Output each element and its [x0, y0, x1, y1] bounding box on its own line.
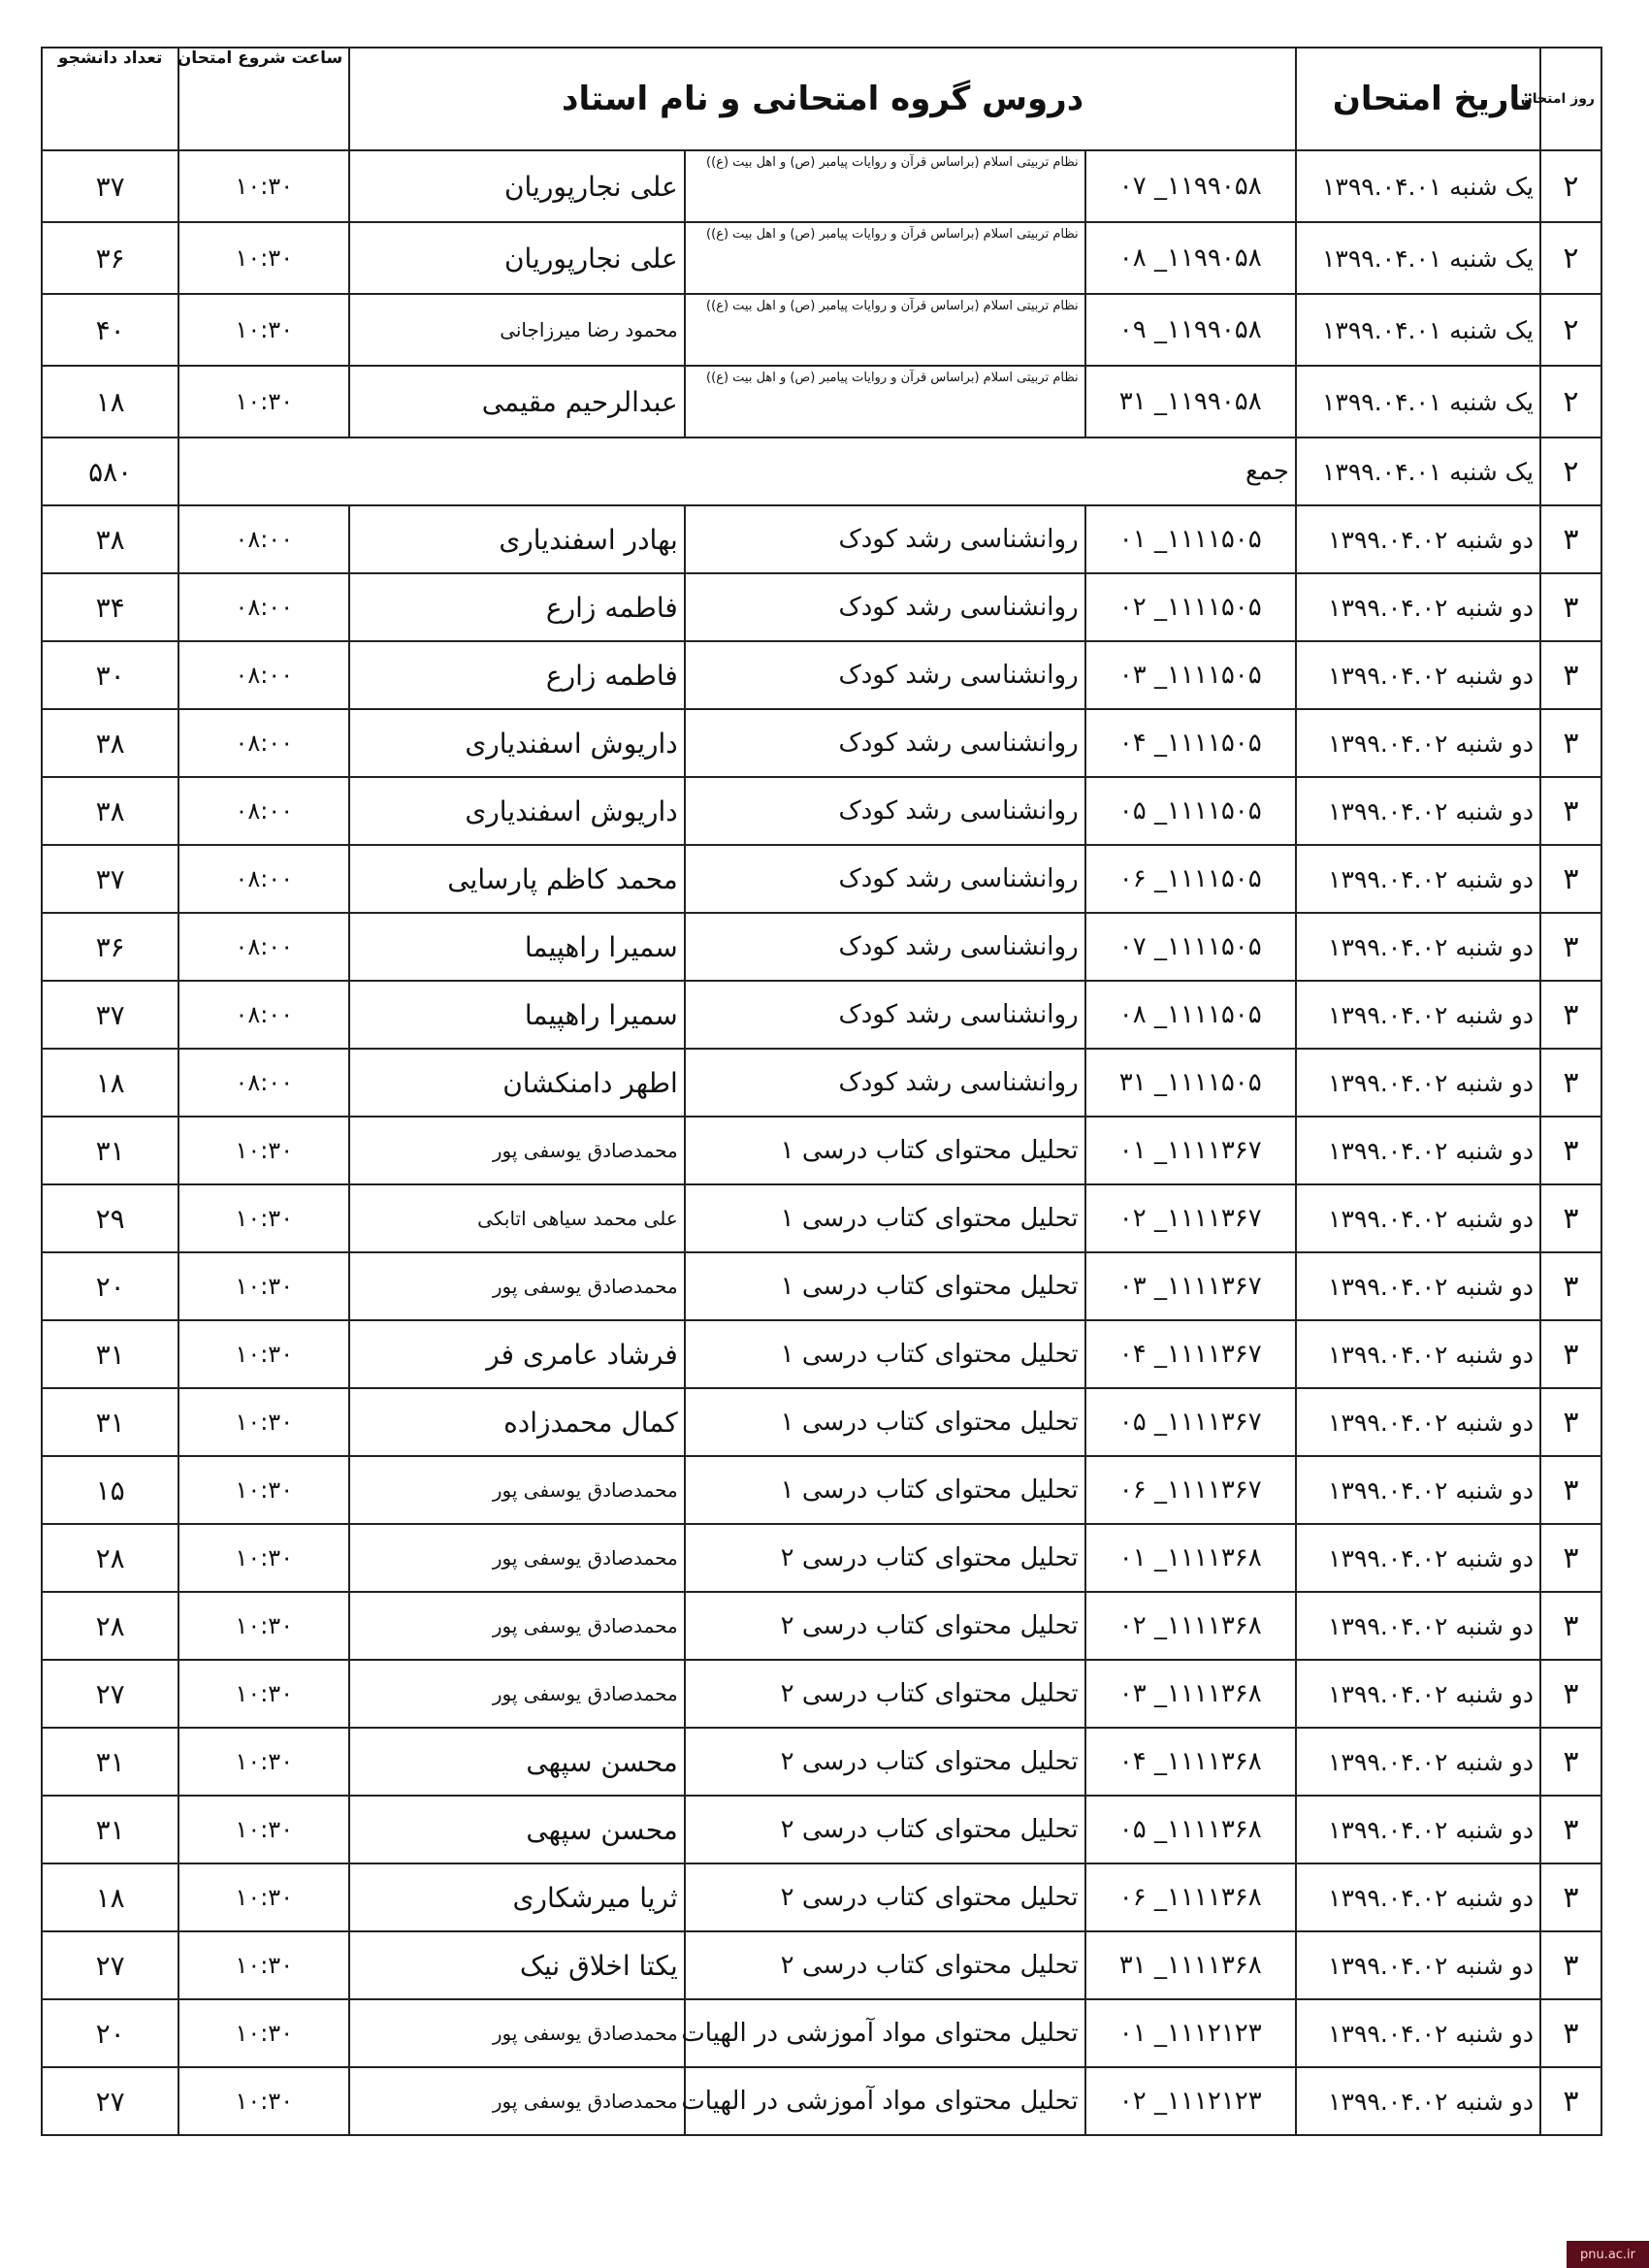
- start-time-cell: ۰۸:۰۰: [178, 709, 349, 777]
- exam-day-cell: ۳: [1540, 1931, 1601, 1999]
- start-time-cell: ۱۰:۳۰: [178, 1660, 349, 1728]
- start-time-cell: ۰۸:۰۰: [178, 505, 349, 573]
- exam-date-cell: دو شنبه ۱۳۹۹.۰۴.۰۲: [1296, 1388, 1540, 1456]
- exam-date-cell: دو شنبه ۱۳۹۹.۰۴.۰۲: [1296, 1931, 1540, 1999]
- table-row: [42, 641, 1601, 709]
- course-code-cell: ۱۱۹۹۰۵۸_ ۰۷: [1085, 150, 1296, 222]
- professor-cell: داریوش اسفندیاری: [349, 777, 685, 845]
- course-code-cell: ۱۱۱۱۳۶۷_ ۰۱: [1085, 1117, 1296, 1184]
- start-time-cell: ۱۰:۳۰: [178, 294, 349, 366]
- exam-day-cell: ۳: [1540, 1320, 1601, 1388]
- start-time-cell: ۱۰:۳۰: [178, 1796, 349, 1863]
- student-count-cell: ۳۱: [42, 1796, 178, 1863]
- exam-day-cell: ۳: [1540, 1117, 1601, 1184]
- student-count-cell: ۳۷: [42, 150, 178, 222]
- course-name-cell: تحلیل محتوای کتاب درسی ۲: [685, 1796, 1085, 1863]
- professor-cell: محمدصادق یوسفی پور: [349, 2067, 685, 2135]
- exam-day-cell: ۳: [1540, 1524, 1601, 1592]
- exam-day-cell: ۳: [1540, 1252, 1601, 1320]
- professor-cell: محمدصادق یوسفی پور: [349, 1524, 685, 1592]
- start-time-cell: ۰۸:۰۰: [178, 845, 349, 913]
- table-row: [42, 1117, 1601, 1184]
- table-row: [42, 366, 1601, 437]
- student-count-cell: ۳۷: [42, 981, 178, 1049]
- start-time-cell: ۱۰:۳۰: [178, 1863, 349, 1931]
- student-count-cell: ۲۷: [42, 1660, 178, 1728]
- course-name-cell: تحلیل محتوای کتاب درسی ۱: [685, 1388, 1085, 1456]
- course-code-cell: ۱۱۱۱۵۰۵_ ۰۷: [1085, 913, 1296, 981]
- total-label-cell: جمع: [178, 437, 1296, 505]
- start-time-cell: ۱۰:۳۰: [178, 2067, 349, 2135]
- exam-day-cell: ۳: [1540, 1728, 1601, 1796]
- exam-day-cell: ۳: [1540, 1796, 1601, 1863]
- professor-cell: محمود رضا میرزاجانی: [349, 294, 685, 366]
- table-row: [42, 150, 1601, 222]
- course-name-cell: تحلیل محتوای مواد آموزشی در الهیات: [685, 1999, 1085, 2067]
- exam-date-cell: دو شنبه ۱۳۹۹.۰۴.۰۲: [1296, 573, 1540, 641]
- professor-cell: علی محمد سیاهی اتابکی: [349, 1184, 685, 1252]
- professor-cell: علی نجارپوریان: [349, 150, 685, 222]
- table-row: [42, 1524, 1601, 1592]
- exam-day-cell: ۳: [1540, 573, 1601, 641]
- professor-cell: محسن سپهی: [349, 1796, 685, 1863]
- exam-day-cell: ۳: [1540, 1660, 1601, 1728]
- course-code-cell: ۱۱۱۱۵۰۵_ ۰۲: [1085, 573, 1296, 641]
- start-time-cell: ۱۰:۳۰: [178, 1320, 349, 1388]
- start-time-cell: ۱۰:۳۰: [178, 1931, 349, 1999]
- professor-cell: محمدصادق یوسفی پور: [349, 1592, 685, 1660]
- course-code-cell: ۱۱۱۲۱۲۳_ ۰۱: [1085, 1999, 1296, 2067]
- student-count-cell: ۳۱: [42, 1388, 178, 1456]
- exam-date-cell: دو شنبه ۱۳۹۹.۰۴.۰۲: [1296, 641, 1540, 709]
- professor-cell: محمدصادق یوسفی پور: [349, 1456, 685, 1524]
- course-name-cell: نظام تربیتی اسلام (براساس قرآن و روایات پیامبر (ص) و اهل بیت (ع)): [685, 150, 1085, 222]
- student-count-cell: ۲۷: [42, 2067, 178, 2135]
- professor-cell: فاطمه زارع: [349, 573, 685, 641]
- exam-date-cell: دو شنبه ۱۳۹۹.۰۴.۰۲: [1296, 505, 1540, 573]
- professor-cell: بهادر اسفندیاری: [349, 505, 685, 573]
- exam-date-cell: یک شنبه ۱۳۹۹.۰۴.۰۱: [1296, 366, 1540, 437]
- table-row: [42, 1999, 1601, 2067]
- table-row: [42, 1252, 1601, 1320]
- course-code-cell: ۱۱۱۱۵۰۵_ ۰۳: [1085, 641, 1296, 709]
- student-count-cell: ۳۴: [42, 573, 178, 641]
- professor-cell: یکتا اخلاق نیک: [349, 1931, 685, 1999]
- course-code-cell: ۱۱۱۱۳۶۸_ ۰۱: [1085, 1524, 1296, 1592]
- student-count-cell: ۱۵: [42, 1456, 178, 1524]
- header-time: ساعت شروع امتحان: [178, 48, 349, 150]
- course-code-cell: ۱۱۱۱۵۰۵_ ۳۱: [1085, 1049, 1296, 1117]
- exam-date-cell: دو شنبه ۱۳۹۹.۰۴.۰۲: [1296, 1863, 1540, 1931]
- exam-schedule-table: [41, 47, 1602, 2136]
- professor-cell: کمال محمدزاده: [349, 1388, 685, 1456]
- start-time-cell: ۱۰:۳۰: [178, 1999, 349, 2067]
- student-count-cell: ۱۸: [42, 366, 178, 437]
- student-count-cell: ۲۸: [42, 1592, 178, 1660]
- course-code-cell: ۱۱۱۲۱۲۳_ ۰۲: [1085, 2067, 1296, 2135]
- course-name-cell: تحلیل محتوای کتاب درسی ۲: [685, 1660, 1085, 1728]
- course-code-cell: ۱۱۱۱۵۰۵_ ۰۸: [1085, 981, 1296, 1049]
- table-row: [42, 709, 1601, 777]
- start-time-cell: ۰۸:۰۰: [178, 1049, 349, 1117]
- course-name-cell: روانشناسی رشد کودک: [685, 845, 1085, 913]
- course-name-cell: تحلیل محتوای کتاب درسی ۱: [685, 1320, 1085, 1388]
- exam-day-cell: ۳: [1540, 1456, 1601, 1524]
- exam-day-cell: ۳: [1540, 913, 1601, 981]
- exam-date-cell: دو شنبه ۱۳۹۹.۰۴.۰۲: [1296, 1796, 1540, 1863]
- student-count-cell: ۳۱: [42, 1320, 178, 1388]
- course-name-cell: روانشناسی رشد کودک: [685, 1049, 1085, 1117]
- course-code-cell: ۱۱۹۹۰۵۸_ ۰۸: [1085, 222, 1296, 294]
- table-row: [42, 505, 1601, 573]
- student-count-cell: ۲۰: [42, 1999, 178, 2067]
- course-code-cell: ۱۱۱۱۳۶۸_ ۰۵: [1085, 1796, 1296, 1863]
- professor-cell: اطهر دامنکشان: [349, 1049, 685, 1117]
- course-name-cell: تحلیل محتوای کتاب درسی ۱: [685, 1456, 1085, 1524]
- table-row: [42, 573, 1601, 641]
- student-count-cell: ۳۸: [42, 505, 178, 573]
- course-code-cell: ۱۱۱۱۵۰۵_ ۰۵: [1085, 777, 1296, 845]
- start-time-cell: ۱۰:۳۰: [178, 1524, 349, 1592]
- course-name-cell: تحلیل محتوای کتاب درسی ۲: [685, 1592, 1085, 1660]
- course-code-cell: ۱۱۱۱۳۶۸_ ۰۲: [1085, 1592, 1296, 1660]
- exam-date-cell: دو شنبه ۱۳۹۹.۰۴.۰۲: [1296, 1252, 1540, 1320]
- exam-day-cell: ۲: [1540, 366, 1601, 437]
- exam-date-cell: دو شنبه ۱۳۹۹.۰۴.۰۲: [1296, 1999, 1540, 2067]
- exam-day-cell: ۲: [1540, 222, 1601, 294]
- student-count-cell: ۲۹: [42, 1184, 178, 1252]
- student-count-cell: ۲۷: [42, 1931, 178, 1999]
- professor-cell: محمدصادق یوسفی پور: [349, 1660, 685, 1728]
- student-count-cell: ۳۶: [42, 913, 178, 981]
- course-code-cell: ۱۱۱۱۳۶۷_ ۰۲: [1085, 1184, 1296, 1252]
- course-name-cell: تحلیل محتوای کتاب درسی ۲: [685, 1931, 1085, 1999]
- table-row: [42, 981, 1601, 1049]
- exam-day-cell: ۲: [1540, 150, 1601, 222]
- professor-cell: سمیرا راهپیما: [349, 913, 685, 981]
- table-row: [42, 1592, 1601, 1660]
- table-row: [42, 1660, 1601, 1728]
- course-code-cell: ۱۱۱۱۳۶۸_ ۳۱: [1085, 1931, 1296, 1999]
- start-time-cell: ۱۰:۳۰: [178, 366, 349, 437]
- table-row: [42, 1728, 1601, 1796]
- professor-cell: محمدصادق یوسفی پور: [349, 1117, 685, 1184]
- header-course: دروس گروه امتحانی و نام استاد: [349, 48, 1296, 150]
- exam-date-cell: دو شنبه ۱۳۹۹.۰۴.۰۲: [1296, 1184, 1540, 1252]
- exam-date-cell: یک شنبه ۱۳۹۹.۰۴.۰۱: [1296, 294, 1540, 366]
- course-name-cell: تحلیل محتوای کتاب درسی ۲: [685, 1524, 1085, 1592]
- exam-date-cell: یک شنبه ۱۳۹۹.۰۴.۰۱: [1296, 222, 1540, 294]
- table-row: [42, 1184, 1601, 1252]
- start-time-cell: ۰۸:۰۰: [178, 777, 349, 845]
- exam-date-cell: دو شنبه ۱۳۹۹.۰۴.۰۲: [1296, 1524, 1540, 1592]
- exam-date-cell: دو شنبه ۱۳۹۹.۰۴.۰۲: [1296, 1117, 1540, 1184]
- table-row: [42, 913, 1601, 981]
- course-name-cell: روانشناسی رشد کودک: [685, 777, 1085, 845]
- exam-date-cell: دو شنبه ۱۳۹۹.۰۴.۰۲: [1296, 2067, 1540, 2135]
- student-count-cell: ۳۸: [42, 709, 178, 777]
- exam-day-cell: ۳: [1540, 981, 1601, 1049]
- start-time-cell: ۱۰:۳۰: [178, 1117, 349, 1184]
- table-row: [42, 1049, 1601, 1117]
- course-name-cell: روانشناسی رشد کودک: [685, 913, 1085, 981]
- course-name-cell: نظام تربیتی اسلام (براساس قرآن و روایات پیامبر (ص) و اهل بیت (ع)): [685, 222, 1085, 294]
- exam-day-cell: ۳: [1540, 1184, 1601, 1252]
- course-code-cell: ۱۱۱۱۳۶۷_ ۰۶: [1085, 1456, 1296, 1524]
- exam-date-cell: دو شنبه ۱۳۹۹.۰۴.۰۲: [1296, 981, 1540, 1049]
- exam-date-cell: دو شنبه ۱۳۹۹.۰۴.۰۲: [1296, 1728, 1540, 1796]
- course-name-cell: تحلیل محتوای کتاب درسی ۲: [685, 1728, 1085, 1796]
- professor-cell: فاطمه زارع: [349, 641, 685, 709]
- header-day: روز امتحان: [1540, 48, 1601, 150]
- start-time-cell: ۱۰:۳۰: [178, 1592, 349, 1660]
- start-time-cell: ۰۸:۰۰: [178, 981, 349, 1049]
- course-code-cell: ۱۱۹۹۰۵۸_ ۳۱: [1085, 366, 1296, 437]
- course-name-cell: نظام تربیتی اسلام (براساس قرآن و روایات پیامبر (ص) و اهل بیت (ع)): [685, 366, 1085, 437]
- table-row: [42, 1863, 1601, 1931]
- professor-cell: ثریا میرشکاری: [349, 1863, 685, 1931]
- course-name-cell: روانشناسی رشد کودک: [685, 641, 1085, 709]
- student-count-cell: ۱۸: [42, 1049, 178, 1117]
- table-row: [42, 845, 1601, 913]
- student-count-cell: ۳۰: [42, 641, 178, 709]
- start-time-cell: ۱۰:۳۰: [178, 1184, 349, 1252]
- exam-date-cell: دو شنبه ۱۳۹۹.۰۴.۰۲: [1296, 1320, 1540, 1388]
- table-row: [42, 1456, 1601, 1524]
- professor-cell: عبدالرحیم مقیمی: [349, 366, 685, 437]
- course-name-cell: تحلیل محتوای کتاب درسی ۱: [685, 1252, 1085, 1320]
- exam-date-cell: یک شنبه ۱۳۹۹.۰۴.۰۱: [1296, 437, 1540, 505]
- course-name-cell: روانشناسی رشد کودک: [685, 709, 1085, 777]
- student-count-cell: ۳۱: [42, 1117, 178, 1184]
- exam-day-cell: ۳: [1540, 2067, 1601, 2135]
- exam-day-cell: ۲: [1540, 437, 1601, 505]
- exam-date-cell: دو شنبه ۱۳۹۹.۰۴.۰۲: [1296, 777, 1540, 845]
- exam-day-cell: ۳: [1540, 845, 1601, 913]
- course-code-cell: ۱۱۱۱۳۶۷_ ۰۴: [1085, 1320, 1296, 1388]
- start-time-cell: ۱۰:۳۰: [178, 1388, 349, 1456]
- professor-cell: محمد کاظم پارسایی: [349, 845, 685, 913]
- exam-date-cell: یک شنبه ۱۳۹۹.۰۴.۰۱: [1296, 150, 1540, 222]
- student-count-cell: ۳۷: [42, 845, 178, 913]
- start-time-cell: ۱۰:۳۰: [178, 1252, 349, 1320]
- course-code-cell: ۱۱۱۱۳۶۷_ ۰۵: [1085, 1388, 1296, 1456]
- student-count-cell: ۳۶: [42, 222, 178, 294]
- exam-schedule-sheet: [41, 47, 1602, 2136]
- student-count-cell: ۵۸۰: [42, 437, 178, 505]
- exam-day-cell: ۳: [1540, 1999, 1601, 2067]
- student-count-cell: ۲۸: [42, 1524, 178, 1592]
- professor-cell: داریوش اسفندیاری: [349, 709, 685, 777]
- course-name-cell: نظام تربیتی اسلام (براساس قرآن و روایات پیامبر (ص) و اهل بیت (ع)): [685, 294, 1085, 366]
- table-row: [42, 2067, 1601, 2135]
- table-row: [42, 1796, 1601, 1863]
- exam-date-cell: دو شنبه ۱۳۹۹.۰۴.۰۲: [1296, 709, 1540, 777]
- course-code-cell: ۱۱۱۱۳۶۸_ ۰۶: [1085, 1863, 1296, 1931]
- table-row: [42, 294, 1601, 366]
- professor-cell: فرشاد عامری فر: [349, 1320, 685, 1388]
- student-count-cell: ۳۱: [42, 1728, 178, 1796]
- course-name-cell: روانشناسی رشد کودک: [685, 573, 1085, 641]
- header-row: [42, 48, 1601, 150]
- student-count-cell: ۳۸: [42, 777, 178, 845]
- exam-date-cell: دو شنبه ۱۳۹۹.۰۴.۰۲: [1296, 1049, 1540, 1117]
- exam-day-cell: ۳: [1540, 1592, 1601, 1660]
- course-code-cell: ۱۱۱۱۵۰۵_ ۰۶: [1085, 845, 1296, 913]
- start-time-cell: ۰۸:۰۰: [178, 913, 349, 981]
- student-count-cell: ۴۰: [42, 294, 178, 366]
- exam-date-cell: دو شنبه ۱۳۹۹.۰۴.۰۲: [1296, 913, 1540, 981]
- course-code-cell: ۱۱۱۱۵۰۵_ ۰۴: [1085, 709, 1296, 777]
- student-count-cell: ۱۸: [42, 1863, 178, 1931]
- exam-date-cell: دو شنبه ۱۳۹۹.۰۴.۰۲: [1296, 845, 1540, 913]
- exam-date-cell: دو شنبه ۱۳۹۹.۰۴.۰۲: [1296, 1456, 1540, 1524]
- course-code-cell: ۱۱۱۱۳۶۸_ ۰۴: [1085, 1728, 1296, 1796]
- table-body: [42, 150, 1601, 2135]
- header-count: تعداد دانشجو: [42, 48, 178, 150]
- student-count-cell: ۲۰: [42, 1252, 178, 1320]
- course-code-cell: ۱۱۱۱۵۰۵_ ۰۱: [1085, 505, 1296, 573]
- exam-day-cell: ۳: [1540, 1863, 1601, 1931]
- table-row: [42, 777, 1601, 845]
- start-time-cell: ۱۰:۳۰: [178, 1728, 349, 1796]
- course-name-cell: روانشناسی رشد کودک: [685, 981, 1085, 1049]
- start-time-cell: ۱۰:۳۰: [178, 1456, 349, 1524]
- total-row: [42, 437, 1601, 505]
- professor-cell: علی نجارپوریان: [349, 222, 685, 294]
- professor-cell: محسن سپهی: [349, 1728, 685, 1796]
- course-code-cell: ۱۱۱۱۳۶۸_ ۰۳: [1085, 1660, 1296, 1728]
- exam-date-cell: دو شنبه ۱۳۹۹.۰۴.۰۲: [1296, 1660, 1540, 1728]
- professor-cell: سمیرا راهپیما: [349, 981, 685, 1049]
- professor-cell: محمدصادق یوسفی پور: [349, 1999, 685, 2067]
- header-date: تاریخ امتحان: [1296, 48, 1540, 150]
- start-time-cell: ۱۰:۳۰: [178, 222, 349, 294]
- course-code-cell: ۱۱۱۱۳۶۷_ ۰۳: [1085, 1252, 1296, 1320]
- exam-day-cell: ۳: [1540, 1049, 1601, 1117]
- table-row: [42, 222, 1601, 294]
- exam-day-cell: ۳: [1540, 505, 1601, 573]
- course-name-cell: تحلیل محتوای مواد آموزشی در الهیات: [685, 2067, 1085, 2135]
- exam-day-cell: ۳: [1540, 709, 1601, 777]
- start-time-cell: ۰۸:۰۰: [178, 573, 349, 641]
- exam-day-cell: ۳: [1540, 777, 1601, 845]
- start-time-cell: ۱۰:۳۰: [178, 150, 349, 222]
- exam-day-cell: ۳: [1540, 641, 1601, 709]
- exam-day-cell: ۲: [1540, 294, 1601, 366]
- course-name-cell: تحلیل محتوای کتاب درسی ۱: [685, 1117, 1085, 1184]
- course-name-cell: تحلیل محتوای کتاب درسی ۱: [685, 1184, 1085, 1252]
- professor-cell: محمدصادق یوسفی پور: [349, 1252, 685, 1320]
- exam-day-cell: ۳: [1540, 1388, 1601, 1456]
- course-name-cell: تحلیل محتوای کتاب درسی ۲: [685, 1863, 1085, 1931]
- exam-date-cell: دو شنبه ۱۳۹۹.۰۴.۰۲: [1296, 1592, 1540, 1660]
- course-code-cell: ۱۱۹۹۰۵۸_ ۰۹: [1085, 294, 1296, 366]
- table-row: [42, 1388, 1601, 1456]
- table-row: [42, 1931, 1601, 1999]
- start-time-cell: ۰۸:۰۰: [178, 641, 349, 709]
- site-badge: pnu.ac.ir: [1567, 2241, 1649, 2268]
- table-row: [42, 1320, 1601, 1388]
- course-name-cell: روانشناسی رشد کودک: [685, 505, 1085, 573]
